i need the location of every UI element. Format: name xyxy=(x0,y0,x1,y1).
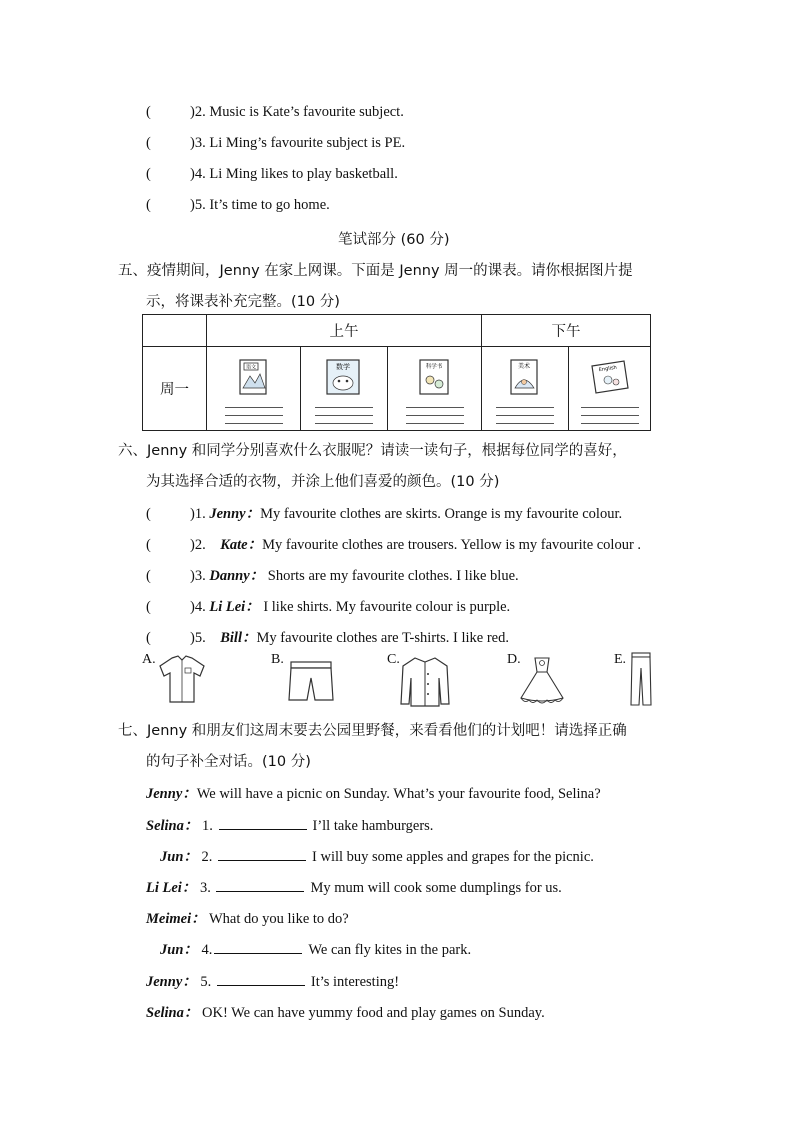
section6-instruction-line1: 六、Jenny 和同学分别喜欢什么衣服呢？请读一读句子，根据每位同学的喜好， xyxy=(118,443,627,459)
schedule-cell-2 xyxy=(301,347,388,431)
svg-text:美术: 美术 xyxy=(517,362,531,370)
shorts-icon xyxy=(285,658,337,710)
svg-text:语文: 语文 xyxy=(245,364,256,370)
answer-blank-1[interactable] xyxy=(219,817,307,830)
option-a: A. xyxy=(142,652,156,668)
answer-lines-1 xyxy=(225,400,283,424)
art-book-icon xyxy=(509,358,541,396)
q4-item-3: ( )3. Li Ming’s favourite subject is PE. xyxy=(146,135,406,151)
written-part-header: 笔试部分 (60 分) xyxy=(338,232,450,248)
q6-item-5: ( )5. Bill：My favourite clothes are T-shirts. I like red. xyxy=(146,630,509,646)
jacket-icon xyxy=(397,654,453,710)
answer-lines-5 xyxy=(581,400,639,424)
option-d: D. xyxy=(507,652,521,668)
shirt-icon xyxy=(156,654,208,706)
section5-instruction-line1: 五、疫情期间，Jenny 在家上网课。下面是 Jenny 周一的课表。请你根据图片提 xyxy=(118,263,633,279)
q6-item-2: ( )2. Kate：My favourite clothes are trousers. Yellow is my favourite colour . xyxy=(146,537,642,553)
q4-item-5: ( )5. It’s time to go home. xyxy=(146,197,330,213)
chinese-book-icon xyxy=(238,358,270,396)
dialogue-line-5: Meimei： What do you like to do? xyxy=(146,911,349,927)
answer-lines-2 xyxy=(315,400,373,424)
schedule-cell-5 xyxy=(569,347,651,431)
q6-item-1: ( )1. Jenny：My favourite clothes are skirts. Orange is my favourite colour. xyxy=(146,506,623,522)
dialogue-line-2: Selina： 1. I’ll take hamburgers. xyxy=(146,818,434,834)
answer-blank-4[interactable] xyxy=(214,941,302,954)
svg-text:科学书: 科学书 xyxy=(425,363,442,370)
monday-label: 周一 xyxy=(143,347,207,431)
section6-instruction-line2: 为其选择合适的衣物，并涂上他们喜爱的颜色。(10 分) xyxy=(146,474,500,490)
dialogue-line-6: Jun： 4. We can fly kites in the park. xyxy=(160,942,472,958)
option-c: C. xyxy=(387,652,400,668)
dialogue-line-4: Li Lei： 3. My mum will cook some dumplings for us. xyxy=(146,880,562,896)
dialogue-line-1: Jenny：We will have a picnic on Sunday. What’s your favourite food, Selina? xyxy=(146,786,601,802)
english-book-icon xyxy=(588,358,632,396)
dress-icon xyxy=(513,654,571,708)
section7-instruction-line2: 的句子补全对话。(10 分) xyxy=(146,754,311,770)
trousers-icon xyxy=(626,650,656,708)
q6-item-3: ( )3. Danny： Shorts are my favourite clothes. I like blue. xyxy=(146,568,519,584)
q4-item-4: ( )4. Li Ming likes to play basketball. xyxy=(146,166,398,182)
answer-lines-4 xyxy=(496,400,554,424)
science-book-icon xyxy=(418,358,452,396)
answer-blank-3[interactable] xyxy=(216,879,304,892)
dialogue-line-7: Jenny： 5. It’s interesting! xyxy=(146,974,400,990)
q6-item-4: ( )4. Li Lei： I like shirts. My favourite colour is purple. xyxy=(146,599,511,615)
q4-item-2: ( )2. Music is Kate’s favourite subject. xyxy=(146,104,404,120)
math-book-icon xyxy=(325,358,363,396)
option-e: E. xyxy=(614,652,626,668)
section7-instruction-line1: 七、Jenny 和朋友们这周末要去公园里野餐，来看看他们的计划吧！请选择正确 xyxy=(118,723,627,739)
option-b: B. xyxy=(271,652,284,668)
morning-header: 上午 xyxy=(207,315,482,347)
schedule-cell-4 xyxy=(482,347,569,431)
schedule-table xyxy=(142,314,651,431)
dialogue-line-3: Jun： 2. I will buy some apples and grapes for the picnic. xyxy=(160,849,594,865)
svg-text:数学: 数学 xyxy=(336,362,350,371)
schedule-cell-1 xyxy=(207,347,301,431)
section5-instruction-line2: 示，将课表补充完整。(10 分) xyxy=(146,294,340,310)
schedule-cell-3 xyxy=(388,347,482,431)
svg-text:English: English xyxy=(597,364,617,373)
answer-blank-5[interactable] xyxy=(217,973,305,986)
corner-cell xyxy=(143,315,207,347)
answer-lines-3 xyxy=(406,400,464,424)
answer-blank-2[interactable] xyxy=(218,848,306,861)
dialogue-line-8: Selina： OK! We can have yummy food and play games on Sunday. xyxy=(146,1005,545,1021)
afternoon-header: 下午 xyxy=(482,315,651,347)
